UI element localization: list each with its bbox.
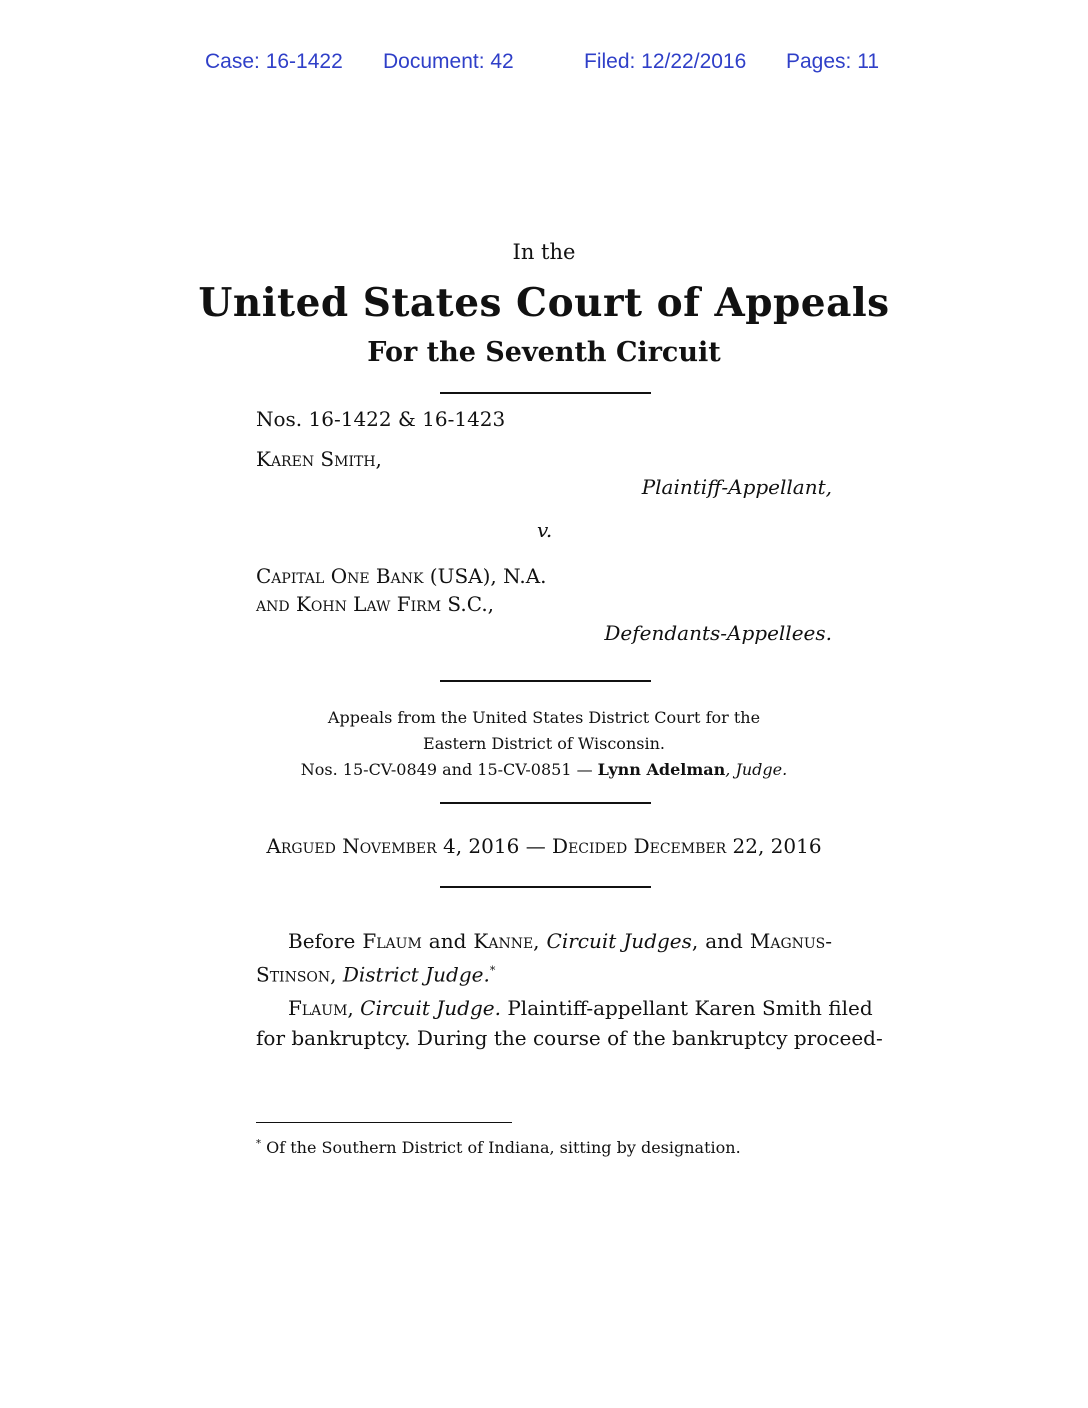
opinion-line-1 <box>256 993 873 1023</box>
judge-magnus: Magnus- <box>749 929 833 953</box>
defendant-1: Capital One Bank (USA), N.A. <box>256 564 547 588</box>
footnote-rule <box>256 1122 512 1123</box>
panel-paragraph <box>256 926 832 990</box>
footnote-mark: * <box>256 1138 261 1150</box>
divider-rule <box>440 886 651 888</box>
court-name: United States Court of Appeals <box>198 280 890 326</box>
before-word: Before <box>288 929 363 953</box>
filing-header <box>0 50 1088 80</box>
opinion-author: Flaum <box>288 996 348 1020</box>
footnote <box>256 1138 741 1157</box>
defendant-2 <box>256 592 494 616</box>
filed-date: Filed: 12/22/2016 <box>584 50 747 73</box>
plaintiff-name: Karen Smith, <box>256 447 382 471</box>
appeal-case-numbers: Nos. 15-CV-0849 and 15-CV-0851 — <box>300 760 598 779</box>
case-number: Case: 16-1422 <box>205 50 343 73</box>
opinion-line-2: for bankruptcy. During the course of the bankruptcy proceed- <box>256 1026 883 1050</box>
page-count: Pages: 11 <box>786 50 880 73</box>
opinion-paragraph <box>256 993 883 1053</box>
defendant-role: Defendants-Appellees. <box>604 621 832 645</box>
opinion-author-title: Circuit Judge. <box>360 996 501 1020</box>
judge-stinson: Stinson <box>256 962 331 987</box>
conjunction: , and <box>691 929 750 953</box>
argued-decided-dates: Argued November 4, 2016 — Decided December 22, 2016 <box>266 834 822 858</box>
judge-flaum: Flaum <box>362 929 422 953</box>
conjunction: and <box>421 929 474 953</box>
district-judge-title: , Judge. <box>725 760 788 779</box>
docket-numbers: Nos. 16-1422 & 16-1423 <box>256 407 506 431</box>
district-judge-name: Lynn Adelman <box>597 760 726 779</box>
court-circuit: For the Seventh Circuit <box>367 337 721 368</box>
panel-line-2 <box>256 956 832 990</box>
punctuation: , <box>330 962 343 987</box>
punctuation: , <box>533 929 547 953</box>
footnote-text: Of the Southern District of Indiana, sitting by designation. <box>261 1138 741 1157</box>
versus: v. <box>537 518 553 542</box>
punctuation: , <box>347 996 361 1020</box>
defendant-2-text: and Kohn Law Firm S.C., <box>256 592 495 616</box>
opinion-text: Plaintiff-appellant Karen Smith filed <box>500 996 873 1020</box>
divider-rule <box>440 392 651 394</box>
panel-line-1 <box>256 926 832 956</box>
divider-rule <box>440 802 651 804</box>
document-number: Document: 42 <box>383 50 514 73</box>
court-intro: In the <box>512 240 576 264</box>
circuit-judges-title: Circuit Judges <box>546 929 692 953</box>
divider-rule <box>440 680 651 682</box>
district-judge-title: District Judge. <box>342 962 490 987</box>
appeal-line-3 <box>0 760 1088 779</box>
plaintiff-role: Plaintiff-Appellant, <box>641 475 832 499</box>
appeal-line-1: Appeals from the United States District Court for the <box>327 708 761 727</box>
appeal-line-2: Eastern District of Wisconsin. <box>423 734 665 753</box>
judge-kanne: Kanne <box>473 929 534 953</box>
footnote-marker: * <box>489 964 496 977</box>
